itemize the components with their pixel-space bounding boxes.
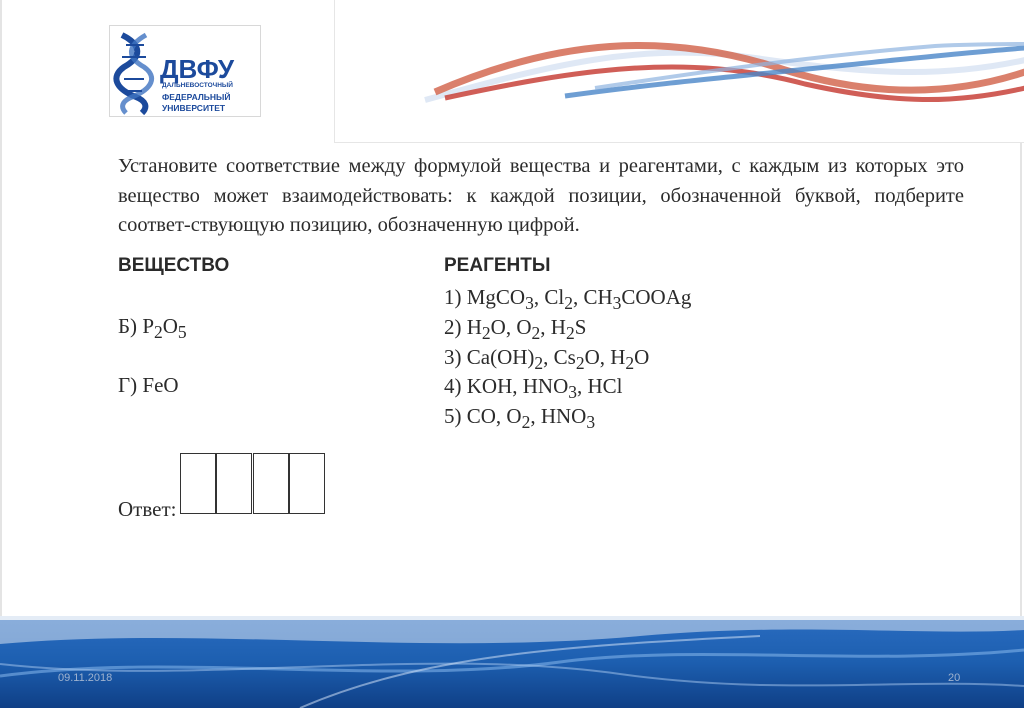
reagent-item-2: 2) $H_2O$, $O_2$, $H_2S$ xyxy=(444,315,587,344)
answer-cell[interactable] xyxy=(216,453,252,514)
footer-wave-background xyxy=(0,616,1024,708)
reagent-item-1: 1) MgCO$_3$, $Cl_2$, $CH_3COOAg$ xyxy=(444,285,692,314)
answer-label: Ответ: xyxy=(118,497,177,521)
dna-helix-icon xyxy=(112,27,160,115)
task-statement: Установите соответствие между формулой вещества и реагентами, с каждым из которых это вещество может взаимодействовать: к каждой позиции, обозначенной буквой, подберите соответ-ствующую позицию, обозначенную цифрой. xyxy=(118,155,964,236)
substance-header: ВЕЩЕСТВО xyxy=(118,255,230,276)
reagent-item-5: 5) CO, $O_2$, $HNO_3$ xyxy=(444,404,596,433)
substance-item-g xyxy=(118,373,179,398)
answer-cell[interactable] xyxy=(180,453,216,514)
header-waves xyxy=(335,0,1024,142)
slide-date: 09.11.2018 xyxy=(58,672,113,684)
substance-letter: Б) xyxy=(118,314,138,338)
answer-cell[interactable] xyxy=(253,453,289,514)
university-logo xyxy=(109,25,261,117)
logo-line-2: ФЕДЕРАЛЬНЫЙ xyxy=(162,92,231,102)
slide-number: 20 xyxy=(948,672,961,684)
reagent-item-3: 3) $Ca(OH)_2$, $Cs_2O$, $H_2O$ xyxy=(444,345,650,374)
logo-abbreviation: ДВФУ xyxy=(160,54,235,84)
reagents-header: РЕАГЕНТЫ xyxy=(444,255,551,276)
logo-line-1: ДАЛЬНЕВОСТОЧНЫЙ xyxy=(162,82,233,89)
answer-cell[interactable] xyxy=(289,453,325,514)
logo-line-3: УНИВЕРСИТЕТ xyxy=(162,103,226,113)
header-banner xyxy=(334,0,1024,143)
substance-formula: FeO xyxy=(142,373,179,397)
substance-letter: Г) xyxy=(118,373,138,397)
reagent-item-4: 4) KOH, $HNO_3$, HCl xyxy=(444,374,623,403)
substance-item-b xyxy=(118,314,187,343)
substance-formula: $P_2O_5$ xyxy=(142,314,187,343)
